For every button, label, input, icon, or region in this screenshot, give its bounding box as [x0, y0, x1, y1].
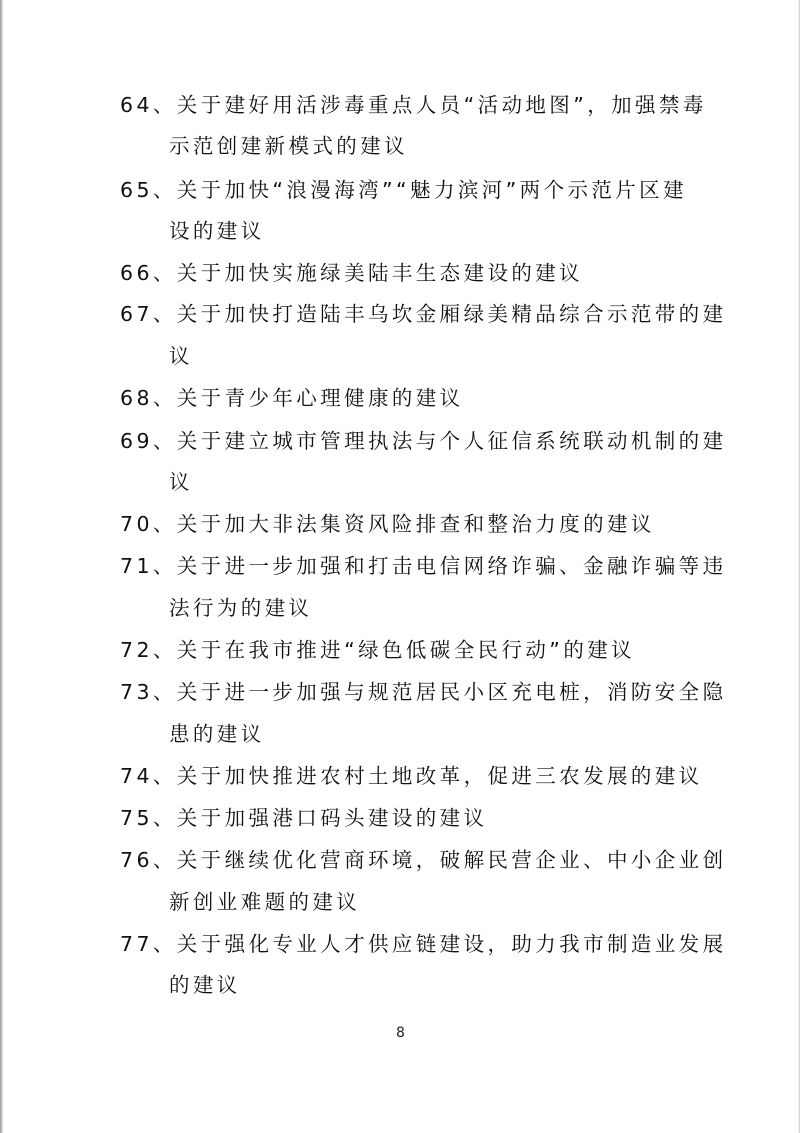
item-71-line-2: 法行为的建议	[169, 596, 313, 620]
item-67-line-2: 议	[169, 344, 193, 368]
item-76-line-1: 76、关于继续优化营商环境，破解民营企业、中小企业创	[120, 848, 727, 872]
item-65-line-1: 65、关于加快“浪漫海湾”“魅力滨河”两个示范片区建	[120, 178, 687, 202]
item-70-line-1: 70、关于加大非法集资风险排查和整治力度的建议	[120, 512, 655, 536]
item-71-line-1: 71、关于进一步加强和打击电信网络诈骗、金融诈骗等违	[120, 554, 727, 578]
item-74-line-1: 74、关于加快推进农村土地改革，促进三农发展的建议	[120, 764, 703, 788]
item-64-line-1: 64、关于建好用活涉毒重点人员“活动地图”，加强禁毒	[120, 93, 707, 117]
item-65-line-2: 设的建议	[169, 219, 265, 243]
item-69-line-1: 69、关于建立城市管理执法与个人征信系统联动机制的建	[120, 429, 727, 453]
item-64-line-2: 示范创建新模式的建议	[169, 134, 408, 158]
item-75-line-1: 75、关于加强港口码头建设的建议	[120, 806, 488, 830]
item-72-line-1: 72、关于在我市推进“绿色低碳全民行动”的建议	[120, 638, 636, 662]
item-76-line-2: 新创业难题的建议	[169, 890, 361, 914]
item-69-line-2: 议	[169, 470, 193, 494]
item-77-line-1: 77、关于强化专业人才供应链建设，助力我市制造业发展	[120, 932, 727, 956]
page-number: 8	[396, 1025, 405, 1041]
item-66-line-1: 66、关于加快实施绿美陆丰生态建设的建议	[120, 261, 584, 285]
item-68-line-1: 68、关于青少年心理健康的建议	[120, 386, 464, 410]
item-73-line-1: 73、关于进一步加强与规范居民小区充电桩，消防安全隐	[120, 680, 727, 704]
item-73-line-2: 患的建议	[169, 722, 265, 746]
item-77-line-2: 的建议	[169, 973, 241, 997]
item-67-line-1: 67、关于加快打造陆丰乌坎金厢绿美精品综合示范带的建	[120, 302, 727, 326]
